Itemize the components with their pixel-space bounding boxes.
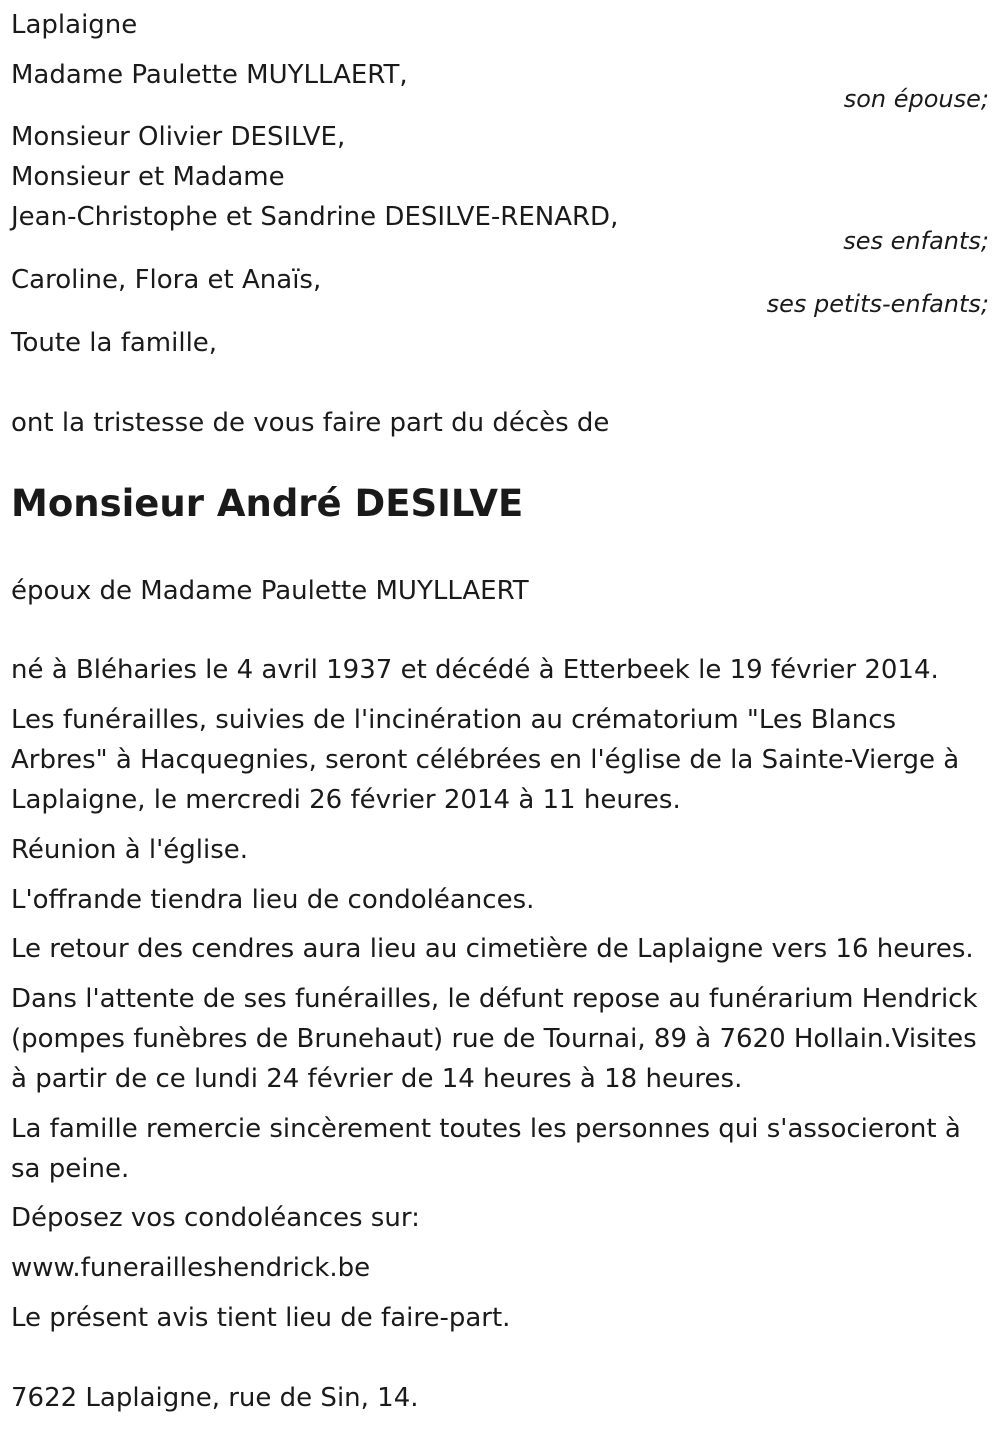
spouse-of: époux de Madame Paulette MUYLLAERT	[11, 576, 529, 606]
notice-text: Le présent avis tient lieu de faire-part.	[11, 1303, 511, 1333]
ashes-info: Le retour des cendres aura lieu au cimetière de Laplaigne vers 16 heures.	[11, 934, 974, 964]
spouse-name: Madame Paulette MUYLLAERT,	[11, 60, 408, 90]
whole-family: Toute la famille,	[11, 328, 218, 358]
spouse-role: son épouse;	[843, 85, 989, 113]
birth-death: né à Bléharies le 4 avril 1937 et décédé à Etterbeek le 19 février 2014.	[11, 655, 939, 685]
announcement-intro: ont la tristesse de vous faire part du décès de	[11, 408, 610, 438]
deceased-name: Monsieur André DESILVE	[11, 482, 524, 525]
condolences-label: Déposez vos condoléances sur:	[11, 1203, 420, 1233]
grandchildren-names: Caroline, Flora et Anaïs,	[11, 265, 322, 295]
meeting-info: Réunion à l'église.	[11, 835, 249, 865]
child-line-3: Jean-Christophe et Sandrine DESILVE-RENARD,	[11, 202, 619, 232]
children-role: ses enfants;	[843, 227, 989, 255]
grandchildren-role: ses petits-enfants;	[766, 290, 989, 318]
funeral-details: Les funérailles, suivies de l'incinération au crématorium "Les Blancs Arbres" à Hacquegnies, seront célébrées en l'église de la Sainte-Vierge à Laplaigne, le mercredi 26 février 2014 à 11 heures.	[11, 705, 960, 815]
child-line-2: Monsieur et Madame	[11, 162, 285, 192]
place-heading: Laplaigne	[11, 10, 138, 40]
child-line-1: Monsieur Olivier DESILVE,	[11, 122, 346, 152]
condolences-link[interactable]: www.funerailleshendrick.be	[11, 1253, 371, 1283]
family-address: 7622 Laplaigne, rue de Sin, 14.	[11, 1383, 419, 1413]
offering-info: L'offrande tiendra lieu de condoléances.	[11, 885, 535, 915]
thanks-message: La famille remercie sincèrement toutes les personnes qui s'associeront à sa peine.	[11, 1114, 961, 1184]
funerarium-info: Dans l'attente de ses funérailles, le défunt repose au funérarium Hendrick (pompes funèbres de Brunehaut) rue de Tournai, 89 à 7620 Hollain.Visites à partir de ce lundi 24 février de 14 heures à 18 heures.	[11, 984, 978, 1094]
